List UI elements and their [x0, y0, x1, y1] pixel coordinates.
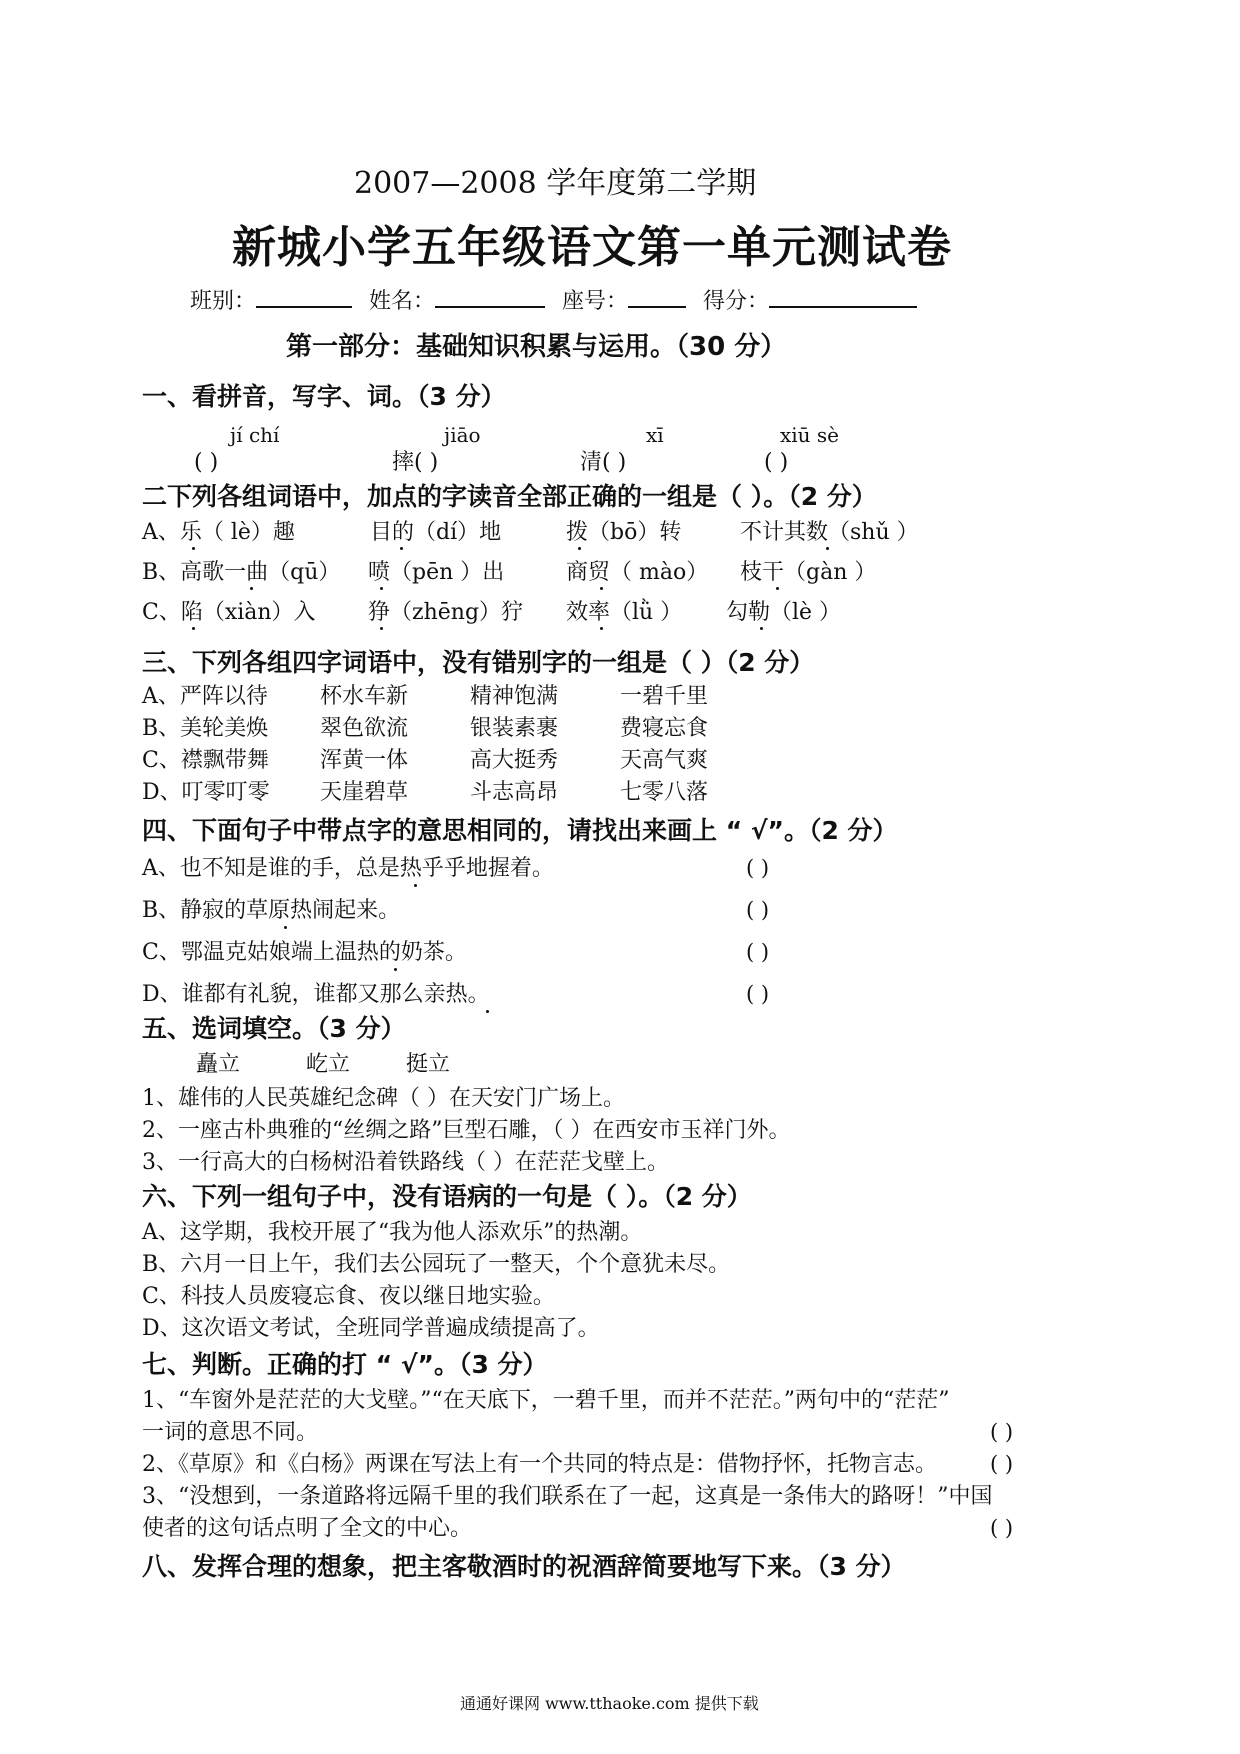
q3-d-1: D、叮零叮零 [142, 780, 270, 805]
emphasis-dot [192, 627, 195, 630]
class-blank[interactable] [256, 286, 352, 308]
emphasis-dot [760, 627, 763, 630]
emphasis-dot [776, 587, 779, 590]
part1-heading: 第一部分：基础知识积累与运用。（30 分） [286, 332, 787, 362]
q2-title: 二下列各组词语中，加点的字读音全部正确的一组是（ ）。（2 分） [142, 482, 877, 511]
q3-a-1: A、严阵以待 [142, 684, 268, 709]
q1-title: 一、看拼音，写字、词。（3 分） [142, 382, 506, 411]
emphasis-dot [394, 968, 397, 971]
year-term: 2007—2008 学年度第二学期 [354, 166, 757, 201]
score-blank[interactable] [769, 286, 917, 308]
emphasis-dot [826, 547, 829, 550]
emphasis-dot [486, 1010, 489, 1013]
name-label: 姓名： [369, 289, 436, 314]
q1-pinyin-2: jiāo [444, 423, 481, 447]
q4-item-d: D、谁都有礼貌，谁都又那么亲热。 [142, 982, 490, 1007]
q1-answer-1[interactable]: ( ) [194, 450, 219, 475]
q7-title: 七、判断。正确的打 “ √”。（3 分） [142, 1350, 548, 1379]
q3-d-2: 天崖碧草 [320, 780, 409, 805]
q6-item-d: D、这次语文考试，全班同学普遍成绩提高了。 [142, 1316, 600, 1341]
q2-c-3: 效率（lǜ ） [566, 600, 683, 625]
q3-title: 三、下列各组四字词语中，没有错别字的一组是（ ）（2 分） [142, 648, 815, 677]
q1-answer-3[interactable]: 清( ) [580, 450, 627, 475]
q2-b-2: 喷（pēn ）出 [368, 560, 505, 585]
q5-item-3: 3、一行高大的白杨树沿着铁路线（ ）在茫茫戈壁上。 [142, 1150, 669, 1175]
q4-item-a: A、也不知是谁的手，总是热乎乎地握着。 [142, 856, 554, 881]
q3-a-2: 杯水车新 [320, 684, 409, 709]
q3-b-4: 费寝忘食 [620, 716, 709, 741]
q6-item-c: C、科技人员废寝忘食、夜以继日地实验。 [142, 1284, 555, 1309]
q2-a-1: A、乐（ lè）趣 [142, 520, 295, 545]
emphasis-dot [400, 547, 403, 550]
q3-b-3: 银装素裹 [470, 716, 559, 741]
q7-answer-3[interactable]: ( ) [990, 1516, 1014, 1540]
q7-item-2: 2、《草原》和《白杨》两课在写法上有一个共同的特点是：借物抒怀，托物言志。 [142, 1452, 937, 1477]
q3-c-2: 浑黄一体 [320, 748, 409, 773]
q7-answer-2[interactable]: ( ) [990, 1452, 1014, 1476]
q3-c-4: 天高气爽 [620, 748, 709, 773]
q3-b-1: B、美轮美焕 [142, 716, 269, 741]
q4-answer-a[interactable]: ( ) [746, 856, 770, 880]
q4-item-b: B、静寂的草原热闹起来。 [142, 898, 401, 923]
q7-answer-1[interactable]: ( ) [990, 1420, 1014, 1444]
q2-option-a [142, 520, 295, 546]
q7-item-3-line-1: 3、“没想到，一条道路将远隔千里的我们联系在了一起，这真是一条伟大的路呀！”中国 [142, 1484, 993, 1509]
q4-title: 四、下面句子中带点字的意思相同的，请找出来画上 “ √”。（2 分） [142, 816, 898, 845]
q3-a-3: 精神饱满 [470, 684, 559, 709]
emphasis-dot [284, 926, 287, 929]
q3-a-4: 一碧千里 [620, 684, 709, 709]
q4-item-c: C、鄂温克姑娘端上温热的奶茶。 [142, 940, 467, 965]
q8-title: 八、发挥合理的想象，把主客敬酒时的祝酒辞简要地写下来。（3 分） [142, 1552, 906, 1581]
q4-answer-c[interactable]: ( ) [746, 940, 770, 964]
q2-c-2: 狰（zhēng）狞 [368, 600, 524, 625]
q7-item-1-line-2: 一词的意思不同。 [142, 1420, 319, 1445]
q2-b-3: 商贸（ mào） [566, 560, 709, 585]
q3-d-4: 七零八落 [620, 780, 709, 805]
q2-a-4: 不计其数（shǔ ） [740, 520, 919, 545]
q5-word-1: 矗立 [196, 1052, 241, 1077]
q7-item-3-line-2: 使者的这句话点明了全文的中心。 [142, 1516, 473, 1541]
q5-word-2: 屹立 [306, 1052, 351, 1077]
q2-a-2: 目的（dí）地 [370, 520, 502, 545]
seat-blank[interactable] [628, 286, 686, 308]
q6-item-a: A、这学期，我校开展了“我为他人添欢乐”的热潮。 [142, 1220, 643, 1245]
q2-c-1: C、陷（xiàn）入 [142, 600, 316, 625]
emphasis-dot [600, 587, 603, 590]
emphasis-dot [192, 547, 195, 550]
q6-item-b: B、六月一日上午，我们去公园玩了一整天，个个意犹未尽。 [142, 1252, 731, 1277]
q1-answer-2[interactable]: 摔( ) [392, 450, 439, 475]
q3-c-3: 高大挺秀 [470, 748, 559, 773]
q7-item-1-line-1: 1、“车窗外是茫茫的大戈壁。”“在天底下，一碧千里，而并不茫茫。”两句中的“茫茫” [142, 1388, 950, 1413]
q5-title: 五、选词填空。（3 分） [142, 1014, 406, 1043]
footer-credit: 通通好课网 www.tthaoke.com 提供下载 [460, 1694, 759, 1713]
q1-answer-4[interactable]: ( ) [764, 450, 789, 475]
q2-b-4: 枝干（gàn ） [740, 560, 877, 585]
seat-label: 座号： [562, 289, 629, 314]
q3-d-3: 斗志高昂 [470, 780, 559, 805]
q2-a-3: 拨（bō）转 [566, 520, 682, 545]
q3-c-1: C、襟飘带舞 [142, 748, 269, 773]
q1-pinyin-1: jí chí [230, 423, 280, 447]
q5-item-1: 1、雄伟的人民英雄纪念碑（ ）在天安门广场上。 [142, 1086, 625, 1111]
emphasis-dot [380, 587, 383, 590]
page-title: 新城小学五年级语文第一单元测试卷 [232, 222, 952, 273]
emphasis-dot [380, 627, 383, 630]
q6-title: 六、下列一组句子中，没有语病的一句是（ ）。（2 分） [142, 1182, 752, 1211]
emphasis-dot [250, 587, 253, 590]
q4-answer-d[interactable]: ( ) [746, 982, 770, 1006]
q4-answer-b[interactable]: ( ) [746, 898, 770, 922]
q3-b-2: 翠色欲流 [320, 716, 409, 741]
name-blank[interactable] [435, 286, 545, 308]
emphasis-dot [414, 884, 417, 887]
score-label: 得分： [703, 289, 770, 314]
q5-item-2: 2、一座古朴典雅的“丝绸之路”巨型石雕，（ ）在西安市玉祥门外。 [142, 1118, 791, 1143]
emphasis-dot [578, 547, 581, 550]
q1-pinyin-3: xī [646, 423, 664, 447]
q2-c-4: 勾勒（lè ） [726, 600, 842, 625]
emphasis-dot [600, 627, 603, 630]
class-label: 班别： [190, 289, 257, 314]
q1-pinyin-4: xiū sè [780, 423, 840, 447]
q5-word-3: 挺立 [406, 1052, 451, 1077]
info-line [190, 286, 917, 315]
q2-b-1: B、高歌一曲（qū） [142, 560, 341, 585]
